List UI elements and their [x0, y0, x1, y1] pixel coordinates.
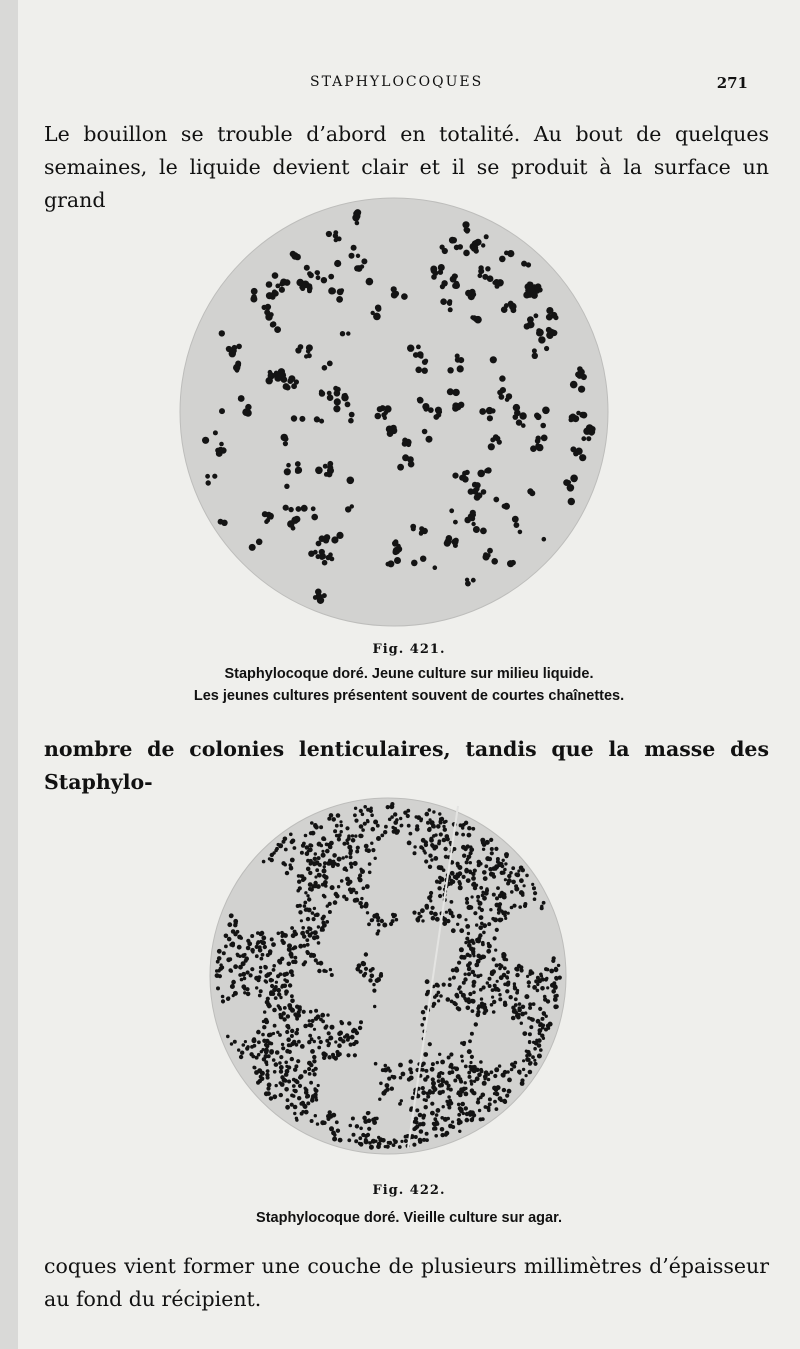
- figure-421-caption-line1: Staphylocoque doré. Jeune culture sur milieu liquide.: [224, 666, 594, 682]
- book-page: [18, 0, 800, 1349]
- page-header: [18, 70, 800, 94]
- young-culture-micrograph: [178, 196, 610, 628]
- paragraph-3: coques vient former une couche de plusieurs millimètres d’épaisseur au fond du récipient.: [44, 1254, 769, 1311]
- running-head: STAPHYLOCOQUES: [310, 74, 484, 90]
- figure-421-image: [178, 196, 610, 628]
- page-number: 271: [716, 74, 748, 92]
- figure-421-number: Fig. 421.: [372, 642, 446, 657]
- old-culture-micrograph: [208, 796, 568, 1156]
- figure-422-image: [208, 796, 568, 1156]
- microscope-field: [210, 798, 566, 1154]
- figure-422-caption-line1: Staphylocoque doré. Vieille culture sur agar.: [256, 1210, 562, 1226]
- figure-422-number: Fig. 422.: [372, 1183, 446, 1198]
- paragraph-1: Le bouillon se trouble d’abord en totalité. Au bout de quelques semaines, le liquide devient clair et il se produit à la surface un grand: [44, 122, 769, 212]
- paragraph-2: nombre de colonies lenticulaires, tandis que la masse des Staphylo-: [44, 737, 769, 794]
- figure-421-caption-line2: Les jeunes cultures présentent souvent de courtes chaînettes.: [193, 688, 625, 704]
